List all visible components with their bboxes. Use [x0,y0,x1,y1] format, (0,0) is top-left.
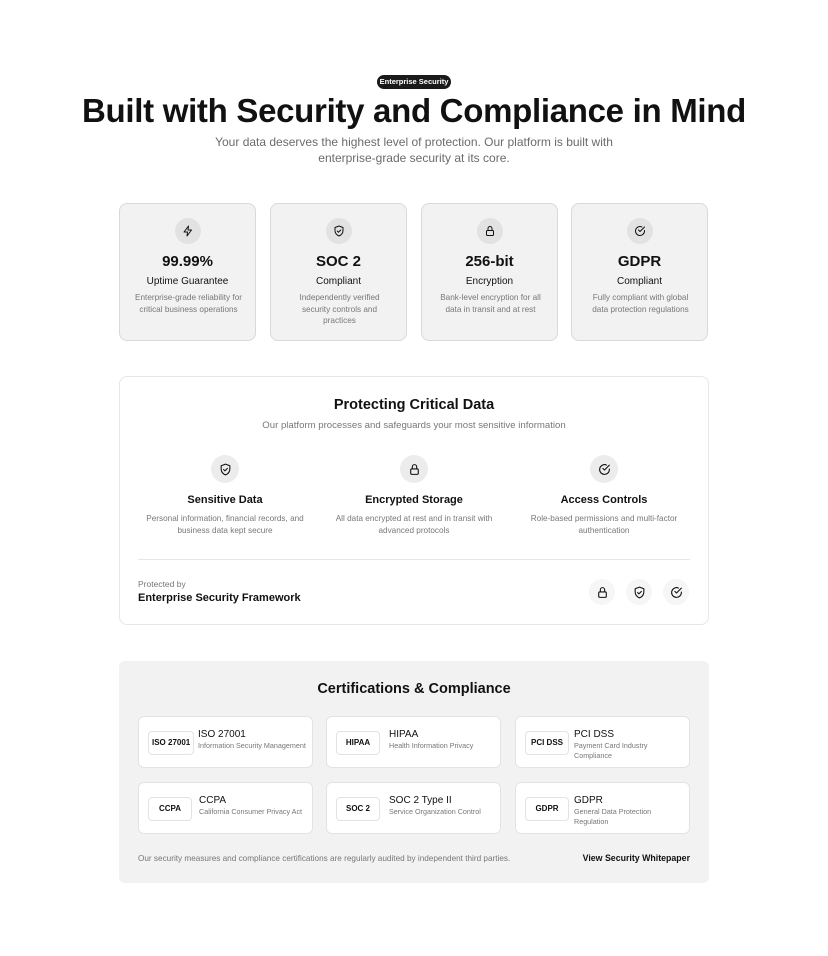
stat-card-uptime [119,203,256,341]
lightning-icon [175,218,201,244]
cert-tag: PCI DSS [525,731,569,755]
stat-value: GDPR [617,253,662,270]
cert-name: HIPAA [389,729,419,740]
stat-label: Compliant [616,276,663,287]
shield-check-icon [326,218,352,244]
cert-card-soc2 [326,782,501,834]
cert-name: CCPA [199,795,227,806]
protected-by-label: Protected by [138,579,186,589]
view-whitepaper-link[interactable]: View Security Whitepaper [582,853,690,863]
cert-tag: ISO 27001 [148,731,194,755]
framework-name: Enterprise Security Framework [138,592,301,604]
feature-description: Role-based permissions and multi-factor authentication [530,514,678,535]
feature-description: All data encrypted at rest and in transit with advanced protocols [335,514,493,535]
divider [138,559,690,560]
section-title: Protecting Critical Data [333,397,495,413]
cert-description: Service Organization Control [389,807,481,816]
cert-name: PCI DSS [574,729,615,740]
stat-label: Uptime Guarantee [146,276,229,287]
feature-title: Access Controls [560,494,648,506]
certifications-section [119,661,709,883]
cert-card-gdpr [515,782,690,834]
stat-value: SOC 2 [315,253,361,270]
feature-encrypted-storage [324,455,504,536]
lock-icon [589,579,615,605]
section-subtitle: Our platform processes and safeguards your most sensitive information [262,420,566,431]
protecting-data-section [119,376,709,625]
stat-label: Encryption [465,276,514,287]
stat-value: 256-bit [465,253,514,270]
cert-card-pci-dss [515,716,690,768]
cert-description: General Data Protection Regulation [574,807,652,826]
cert-card-iso27001 [138,716,313,768]
shield-check-icon [211,455,239,483]
feature-title: Sensitive Data [187,494,263,506]
enterprise-security-badge: Enterprise Security [377,75,451,89]
cert-tag: CCPA [148,797,192,821]
feature-title: Encrypted Storage [365,494,463,506]
cert-description: California Consumer Privacy Act [199,807,303,816]
check-circle-icon [663,579,689,605]
shield-check-icon [626,579,652,605]
cert-description: Payment Card Industry Compliance [574,741,648,760]
stat-description: Independently verified security controls and practices [299,293,380,325]
feature-sensitive-data [135,455,315,536]
cert-name: ISO 27001 [198,729,246,740]
cert-tag: GDPR [525,797,569,821]
section-title: Certifications & Compliance [317,681,511,697]
stat-description: Enterprise-grade reliability for critical business operations [135,293,242,314]
stat-label: Compliant [315,276,362,287]
page-subtitle: Your data deserves the highest level of protection. Our platform is built with enterprise-grade security at its core. [215,135,613,165]
audit-note: Our security measures and compliance certifications are regularly audited by independent third parties. [138,854,511,863]
feature-access-controls [514,455,694,536]
check-circle-icon [627,218,653,244]
cert-tag: HIPAA [336,731,380,755]
cert-tag: SOC 2 [336,797,380,821]
stat-description: Bank-level encryption for all data in transit and at rest [440,293,541,314]
stat-card-encryption [421,203,558,341]
cert-card-ccpa [138,782,313,834]
page-title: Built with Security and Compliance in Mind [82,92,746,129]
cert-name: GDPR [574,795,603,806]
stat-description: Fully compliant with global data protection regulations [592,293,689,314]
cert-card-hipaa [326,716,501,768]
feature-description: Personal information, financial records, and business data kept secure [146,514,304,535]
cert-name: SOC 2 Type II [389,795,452,806]
stat-card-gdpr [571,203,708,341]
check-circle-icon [590,455,618,483]
cert-description: Information Security Management [198,741,306,750]
stat-card-soc2 [270,203,407,341]
lock-icon [477,218,503,244]
stat-value: 99.99% [162,253,213,270]
lock-icon [400,455,428,483]
cert-description: Health Information Privacy [389,741,474,750]
